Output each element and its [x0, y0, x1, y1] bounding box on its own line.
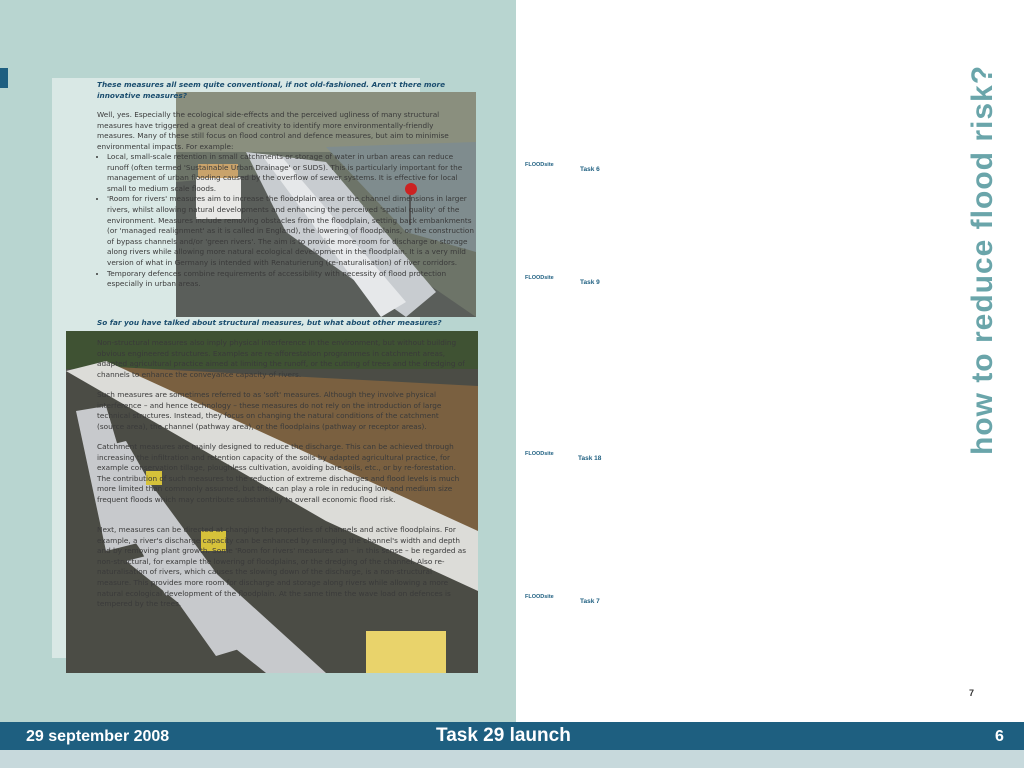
task-reference: Task 6: [580, 166, 600, 173]
task-reference: Task 18: [578, 455, 602, 462]
task-reference: Task 9: [580, 279, 600, 286]
list-item: • Local, small-scale retention in small catchments or storage of water in urban areas can reduce runoff (often termed 'Sustainable Urban Drainage' or SUDS). This is particularly important for the management of urban flooding caused by the overflow of sewer systems. It is effective for local small to medium scale floods.: [107, 152, 477, 194]
slide-footer: [0, 722, 1024, 750]
measures-list: [97, 152, 477, 290]
question-other-measures: So far you have talked about structural measures, but what about other measures?: [97, 318, 442, 327]
question-innovative: These measures all seem quite conventional, if not old-fashioned. Aren't there more innovative measures?: [97, 80, 446, 100]
footer-date: 29 september 2008: [26, 728, 170, 745]
floodsite-logo: FLOODsite: [525, 275, 554, 281]
list-item: • 'Room for rivers' measures aim to increase the floodplain area or the channel dimensions in larger rivers, whilst allowing natural developments and enhancing the perceived 'spatial quality' of the environment. Measures include removing obstacles from the floodplain, setting back embankments (or 'managed realignment' as it is called in England), the lowering of floodplains, or the construction of bypass channels and/or 'green rivers'. The aim is to provide more room for discharge or storage along rivers while allowing more natural ecological development in the floodplain. It is a very mild version of what in Germany is intended with Renaturierung (re-naturalisation) of river corridors.: [107, 194, 477, 268]
slide-number: 6: [995, 728, 1004, 745]
paragraph-innovative: Well, yes. Especially the ecological side-effects and the perceived ugliness of many structural measures have triggered a great deal of creativity to identify more environmentally-friendly measures. Many of these still focus on flood control and defence measures, but aim to minimise environmental impacts. For example:: [97, 110, 449, 151]
document-page: [516, 0, 1024, 722]
paragraph-non-structural: Non-structural measures also imply physical interference in the environment, but without building obvious engineered structures. Examples are re-afforestation programmes in catchment areas, adapted agricultural practice aimed at limiting the runoff, or the cutting of trees and the dredging of channels to enhance the conveyance capacity of rivers.: [97, 338, 465, 379]
vertical-section-title: how to reduce flood risk?: [966, 64, 999, 455]
paragraph-catchment: Catchment measures are mainly designed to reduce the discharge. This can be achieved through increasing the infiltration and retention capacity of the soils by adapted agricultural practice, for example conservation tillage, ploughless cultivation, avoiding bare soils, etc., or by re-forestation. The contribution of such measures to the reduction of extreme discharges and flood levels is much more limited than commonly assumed, but they can play a role in reducing low and medium size frequent floods which may contribute substantially to overall economic flood risk.: [97, 442, 460, 504]
footer-pattern-strip: [0, 750, 1024, 768]
floodsite-logo: FLOODsite: [525, 594, 554, 600]
document-page-number: 7: [969, 688, 975, 698]
floodsite-logo: FLOODsite: [525, 162, 554, 168]
paragraph-channels: Next, measures can be directed at changing the properties of channels and active floodplains. For example, a river's discharge capacity can be enhanced by enlarging the channel's width and depth and by removing plant growth. Some 'Room for rivers' measures can – in this sense – be regarded as non-structural, for example the lowering of floodplains, or the dredging of the channel. Also re-naturalisation of rivers, which causes the slowing down of the discharge, is a non-structural measure. This provides more room for discharge and storage along rivers while allowing a more natural ecological development of the floodplain. At the same time the wave load on defences is tempered by the trees.: [97, 525, 467, 609]
accent-bar-left: [0, 68, 8, 88]
floodsite-logo: FLOODsite: [525, 451, 554, 457]
task-reference: Task 7: [580, 598, 600, 605]
list-item: • Temporary defences combine requirements of accessibility with necessity of flood protection especially in urban areas.: [107, 269, 477, 290]
paragraph-soft-measures: Such measures are sometimes referred to as 'soft' measures. Although they involve physical interference – and hence technology – these measures do not rely on the introduction of large technical structures. Instead, they focus on changing the natural conditions of the catchment (source area), the channel (pathway area), or the floodplains (pathway or receptor areas).: [97, 390, 442, 431]
footer-title: Task 29 launch: [436, 725, 571, 746]
